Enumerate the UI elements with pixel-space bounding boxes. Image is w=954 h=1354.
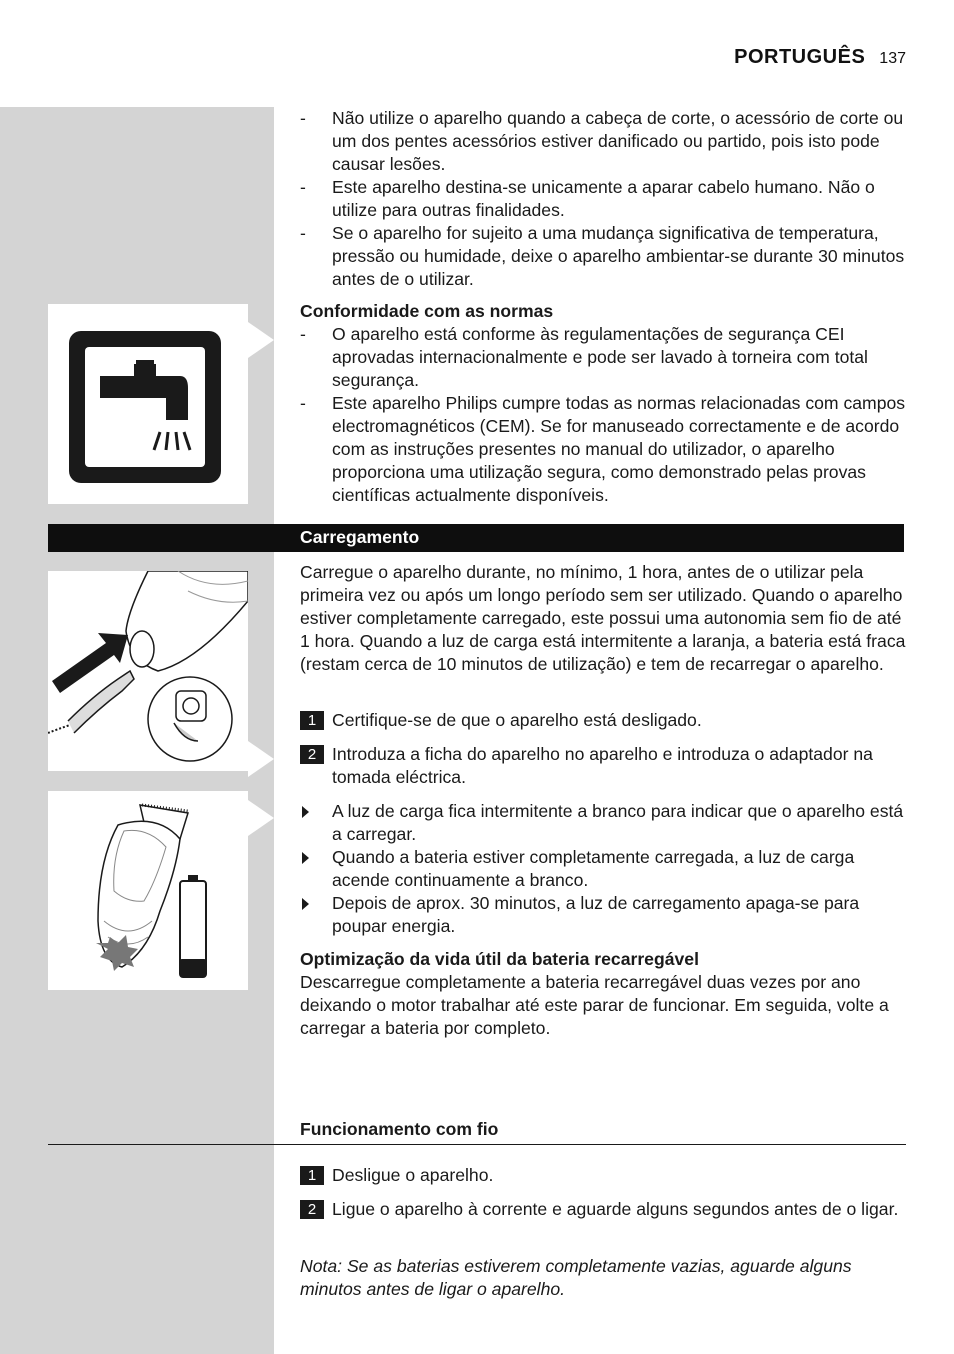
list-item-text: Se o aparelho for sujeito a uma mudança significativa de temperatura, pressão ou humidade, deixe o aparelho ambientar-se durante 30 minutos antes de o utilizar. — [332, 223, 905, 289]
bullet-marker — [302, 898, 309, 910]
step-text: Ligue o aparelho à corrente e aguarde alguns segundos antes de o ligar. — [332, 1199, 899, 1219]
step-number: 1 — [300, 1166, 324, 1185]
corded-step-1 — [300, 1164, 906, 1187]
battery-heading: Optimização da vida útil da bateria recarregável — [300, 949, 699, 969]
bullet-text: Depois de aprox. 30 minutos, a luz de carregamento apaga-se para poupar energia. — [332, 893, 860, 936]
charging-step-1 — [300, 709, 906, 732]
plug-in-illustration — [48, 571, 248, 771]
bullet-text: Quando a bateria estiver completamente carregada, a luz de carga acende continuamente a branco. — [332, 847, 855, 890]
dash-marker: - — [300, 177, 306, 197]
list-item — [300, 176, 906, 222]
step-number: 1 — [300, 711, 324, 730]
intro-list — [300, 107, 906, 291]
step-item — [300, 743, 906, 789]
bullet-item — [300, 846, 906, 892]
battery-text: Descarregue completamente a bateria recarregável duas vezes por ano deixando o motor trabalhar até este parar de funcionar. Em seguida, volte a carregar a bateria por completo. — [300, 972, 889, 1038]
language-title: PORTUGUÊS — [734, 46, 866, 68]
corded-heading-block — [300, 1118, 906, 1141]
image-pointer — [248, 741, 274, 777]
bullet-item — [300, 892, 906, 938]
dash-marker: - — [300, 324, 306, 344]
list-item — [300, 107, 906, 176]
page-header — [734, 46, 906, 69]
step-item — [300, 1164, 906, 1187]
note-block — [300, 1255, 906, 1301]
dash-marker: - — [300, 393, 306, 413]
conformity-heading: Conformidade com as normas — [300, 301, 554, 321]
section-header-charging — [48, 524, 904, 552]
charging-paragraph: Carregue o aparelho durante, no mínimo, 1 hora, antes de o utilizar pela primeira vez ou após um longo período sem ser utilizado. Quando o aparelho estiver completamente carregado, este possui uma autonomia sem fio de até 1 hora. Quando a luz de carga está intermitente a laranja, a bateria está fraca (restam cerca de 10 minutos de utilização) e tem de recarregar o aparelho. — [300, 562, 906, 674]
list-item-text: Este aparelho Philips cumpre todas as normas relacionadas com campos electromagnéticos (CEM). Se for manuseado correctamente e de acordo com as instruções presentes no manual do utilizador, o aparelho proporciona uma utilização segura, como demonstrado pelas provas científicas actualmente disponíveis. — [332, 393, 906, 505]
step-number: 2 — [300, 1200, 324, 1219]
list-item-text: O aparelho está conforme às regulamentações de segurança CEI aprovadas internacionalmente e pode ser lavado à torneira com total segurança. — [332, 324, 868, 390]
conformity-section — [300, 300, 906, 507]
list-item — [300, 392, 906, 507]
battery-section — [300, 948, 906, 1040]
step-item — [300, 709, 906, 732]
section-divider — [48, 1144, 906, 1145]
bullet-item — [300, 800, 906, 846]
corded-heading: Funcionamento com fio — [300, 1119, 499, 1139]
bullet-marker — [302, 806, 309, 818]
list-item — [300, 222, 906, 291]
tap-water-icon — [48, 304, 248, 504]
step-text: Introduza a ficha do aparelho no aparelho e introduza o adaptador na tomada eléctrica. — [332, 744, 873, 787]
step-number: 2 — [300, 745, 324, 764]
step-text: Certifique-se de que o aparelho está desligado. — [332, 710, 702, 730]
list-item-text: Não utilize o aparelho quando a cabeça de corte, o acessório de corte ou um dos pentes acessórios estiver danificado ou partido, pois isto pode causar lesões. — [332, 108, 904, 174]
corded-step-2 — [300, 1198, 906, 1221]
list-item-text: Este aparelho destina-se unicamente a aparar cabelo humano. Não o utilize para outras finalidades. — [332, 177, 875, 220]
charging-battery-illustration — [48, 791, 248, 990]
dash-marker: - — [300, 108, 306, 128]
bullet-marker — [302, 852, 309, 864]
charging-section — [300, 561, 906, 676]
charging-step-2 — [300, 743, 906, 789]
note-text: Nota: Se as baterias estiverem completamente vazias, aguarde alguns minutos antes de ligar o aparelho. — [300, 1256, 852, 1299]
image-pointer — [248, 800, 274, 836]
bullet-text: A luz de carga fica intermitente a branco para indicar que o aparelho está a carregar. — [332, 801, 904, 844]
dash-marker: - — [300, 223, 306, 243]
charging-indicators — [300, 800, 906, 938]
page-number: 137 — [879, 50, 906, 67]
section-title: Carregamento — [300, 527, 420, 547]
step-text: Desligue o aparelho. — [332, 1165, 494, 1185]
step-item — [300, 1198, 906, 1221]
image-pointer — [248, 322, 274, 358]
list-item — [300, 323, 906, 392]
